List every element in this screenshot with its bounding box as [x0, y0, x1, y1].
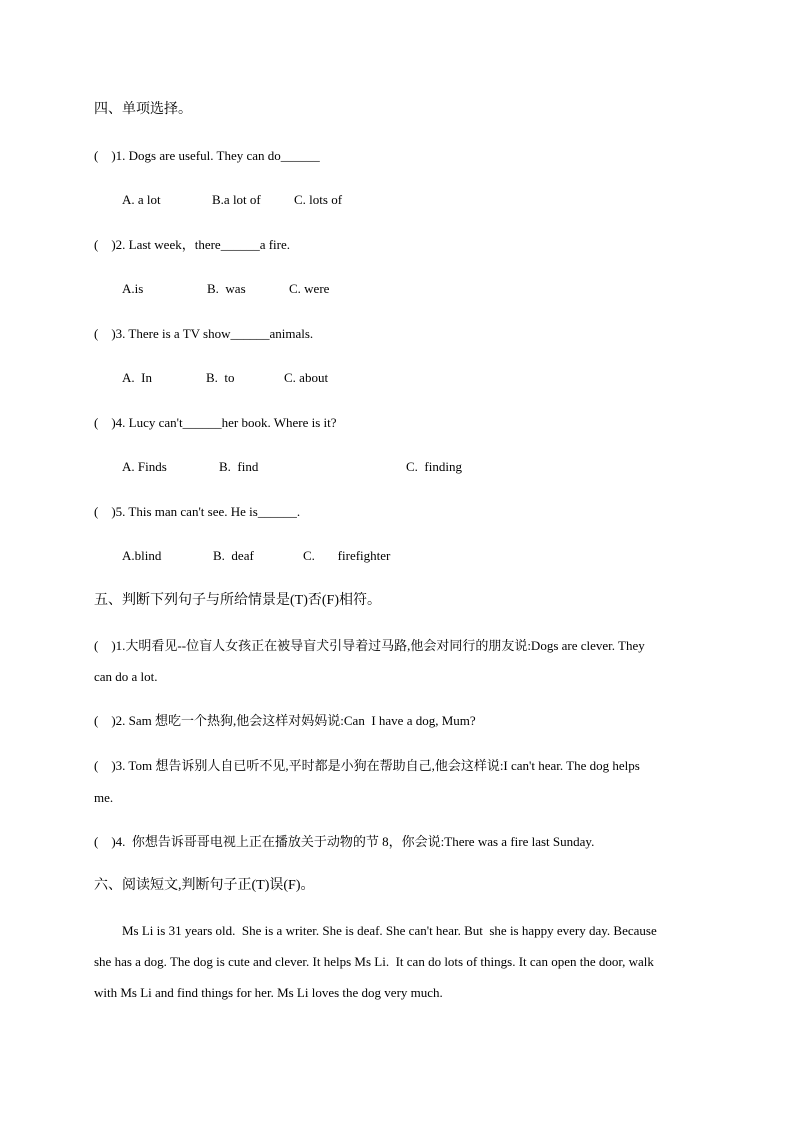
q5-option-c: C. firefighter [303, 548, 391, 563]
q1-option-a: A. a lot [122, 192, 161, 207]
judge-item-3-line2: me. [94, 790, 114, 805]
question-1: ( )1. Dogs are useful. They can do______ [94, 148, 320, 163]
judge-item-3-line1: ( )3. Tom 想告诉别人自已听不见,平时都是小狗在帮助自己,他会这样说:I can't hear. The dog helps [94, 758, 640, 773]
q2-option-a: A.is [122, 281, 144, 296]
q2-option-b: B. was [207, 281, 246, 296]
q4-option-c: C. finding [406, 459, 462, 474]
q2-option-c: C. were [289, 281, 330, 296]
q4-option-b: B. find [219, 459, 259, 474]
section-4-title: 四、单项选择。 [94, 102, 192, 117]
q5-option-a: A.blind [122, 548, 162, 563]
passage-line-1: Ms Li is 31 years old. She is a writer. She is deaf. She can't hear. But she is happy every day. Because [122, 923, 657, 938]
q1-option-c: C. lots of [294, 192, 343, 207]
q1-option-b: B.a lot of [212, 192, 261, 207]
question-5: ( )5. This man can't see. He is______. [94, 504, 301, 519]
question-3: ( )3. There is a TV show______animals. [94, 326, 314, 341]
judge-item-2: ( )2. Sam 想吃一个热狗,他会这样对妈妈说:Can I have a dog, Mum? [94, 713, 476, 728]
question-2: ( )2. Last week，there______a fire. [94, 237, 291, 252]
judge-item-1-line1: ( )1.大明看见--位盲人女孩正在被导盲犬引导着过马路,他会对同行的朋友说:Dogs are clever. They [94, 638, 645, 653]
q5-option-b: B. deaf [213, 548, 254, 563]
q3-option-b: B. to [206, 370, 235, 385]
q3-option-a: A. In [122, 370, 152, 385]
section-6-title: 六、阅读短文,判断句子正(T)误(F)。 [94, 878, 315, 893]
q4-option-a: A. Finds [122, 459, 167, 474]
section-5-title: 五、判断下列句子与所给情景是(T)否(F)相符。 [94, 593, 381, 608]
q3-option-c: C. about [284, 370, 329, 385]
judge-item-1-line2: can do a lot. [94, 669, 158, 684]
passage-line-2: she has a dog. The dog is cute and clever. It helps Ms Li. It can do lots of things. It can open the door, walk [94, 954, 654, 969]
question-4: ( )4. Lucy can't______her book. Where is it? [94, 415, 337, 430]
passage-line-3: with Ms Li and find things for her. Ms Li loves the dog very much. [94, 985, 443, 1000]
judge-item-4: ( )4. 你想告诉哥哥电视上正在播放关于动物的节 8，你会说:There was a fire last Sunday. [94, 834, 595, 849]
